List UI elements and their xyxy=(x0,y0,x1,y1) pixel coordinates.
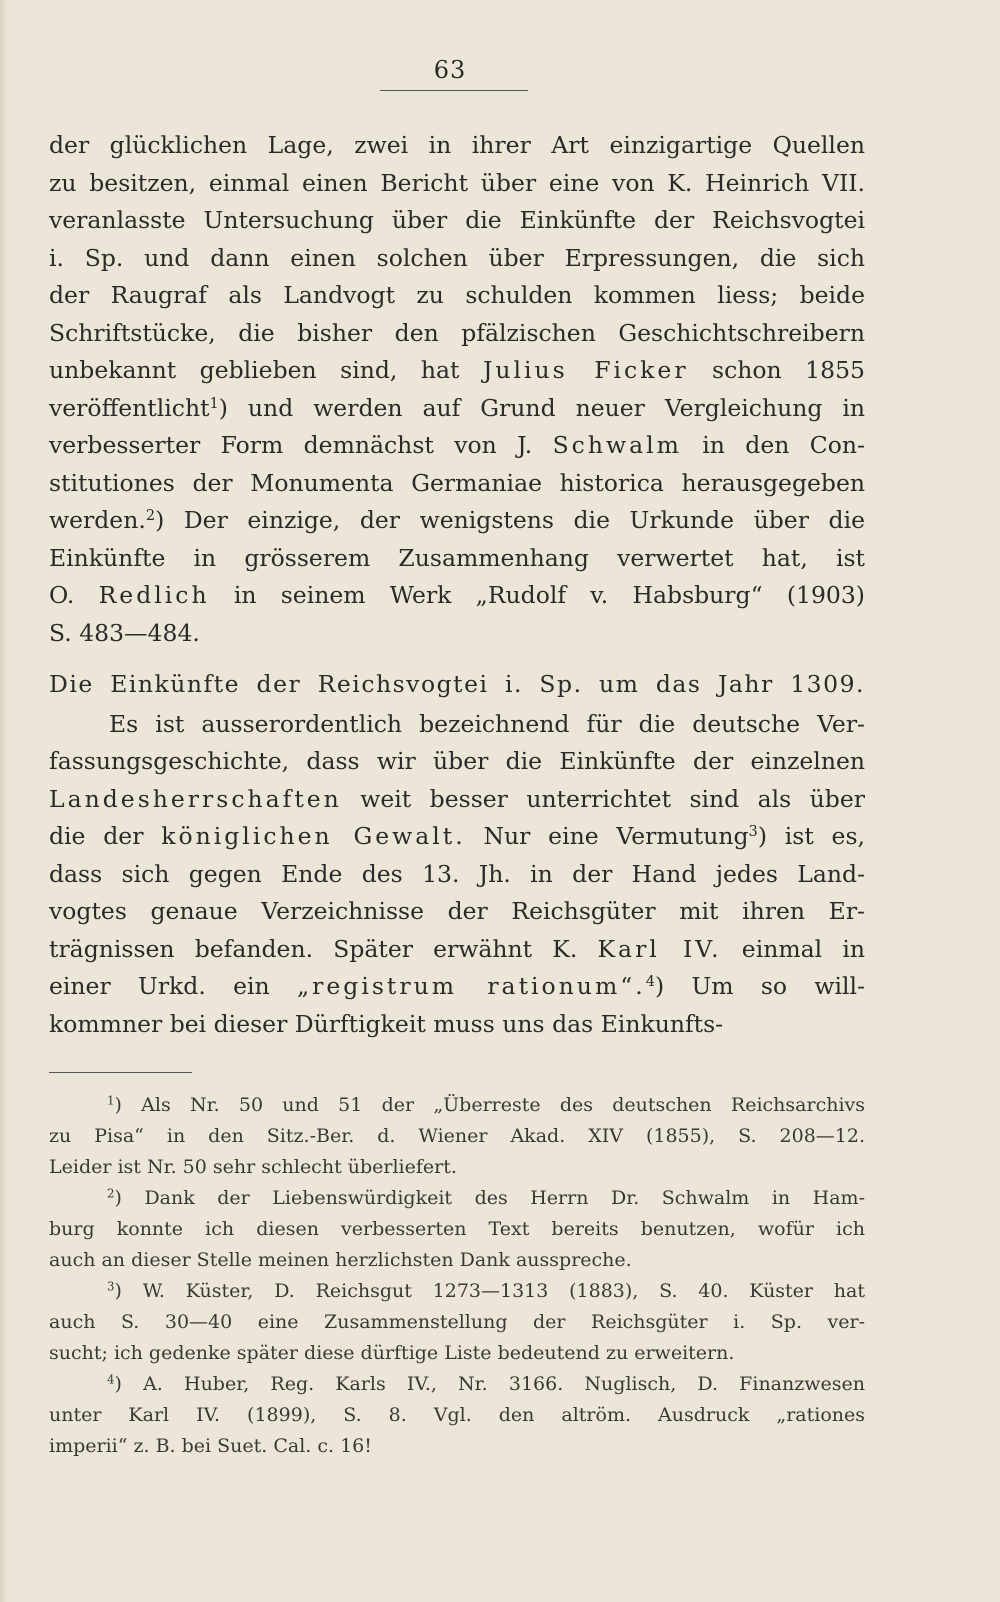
text-line: einer Urkd. ein „registrum rationum“.$^4$) Um so will- xyxy=(49,972,865,1000)
text-run: Nur eine Vermutung xyxy=(483,822,749,850)
text-line xyxy=(49,577,865,615)
text-line: dass sich gegen Ende des 13. Jh. in der Hand jedes Land- xyxy=(49,859,865,888)
spaced-term-registrum: „registrum rationum“. xyxy=(296,972,646,1000)
footnote-2-line: auch an dieser Stelle meinen herzlichsten Dank ausspreche. xyxy=(49,1249,632,1271)
footnote-1-line: $^1$) Als Nr. 50 und 51 der „Überreste des deutschen Reichsarchivs xyxy=(107,1093,866,1116)
text-line: S. 483—484. xyxy=(49,618,200,647)
text-line: i. Sp. und dann einen solchen über Erpressungen, die sich xyxy=(49,243,865,272)
footnote-4-line: unter Karl IV. (1899), S. 8. Vgl. den altröm. Ausdruck „rationes xyxy=(49,1404,865,1426)
footnote-number: 4 xyxy=(107,1372,115,1387)
text-run: ist es, xyxy=(784,822,865,850)
text-run: einer Urkd. ein xyxy=(49,972,270,1000)
footnote-4-line: imperii“ z. B. bei Suet. Cal. c. 16! xyxy=(49,1435,372,1457)
footnote-number: 3 xyxy=(107,1279,115,1294)
footnotes xyxy=(49,1090,865,1462)
page-edge-shadow xyxy=(0,0,8,1602)
text-run: schon 1855 xyxy=(712,356,865,384)
spaced-name-redlich: Redlich xyxy=(98,581,210,609)
text-line xyxy=(49,931,865,969)
footnote-3-line: auch S. 30—40 eine Zusammenstellung der Reichsgüter i. Sp. ver- xyxy=(49,1311,865,1333)
text-run: veröffentlicht xyxy=(49,393,210,422)
spaced-name-ficker: Julius Ficker xyxy=(482,356,689,384)
main-text xyxy=(49,127,865,1043)
footnote-4-line: $^4$) A. Huber, Reg. Karls IV., Nr. 3166. Nuglisch, D. Finanzwesen xyxy=(107,1372,865,1395)
spaced-name-schwalm: Schwalm xyxy=(552,431,682,459)
text-line: veröffentlicht$^1$) und werden auf Grund neuer Vergleichung in xyxy=(49,393,865,422)
footnote-3-line: sucht; ich gedenke später diese dürftige Liste bedeutend zu erweitern. xyxy=(49,1342,735,1364)
text-run: in seinem Werk „Rudolf v. Habsburg“ (1903) xyxy=(233,581,865,609)
text-run: werden. xyxy=(49,506,146,534)
footnote-rule xyxy=(49,1072,192,1073)
text-line: veranlasste Untersuchung über die Einkünfte der Reichsvogtei xyxy=(49,206,865,234)
text-run: verbesserter Form demnächst von J. xyxy=(49,431,533,459)
spaced-term-landesherrschaften: Landesherrschaften xyxy=(49,784,342,813)
text-line: vogtes genaue Verzeichnisse der Reichsgüter mit ihren Er- xyxy=(49,897,865,925)
text-line: Schriftstücke, die bisher den pfälzischen Geschichtschreibern xyxy=(49,318,865,347)
footnote-1-line: zu Pisa“ in den Sitz.-Ber. d. Wiener Akad. XIV (1855), S. 208—12. xyxy=(49,1125,865,1147)
text-run: Als Nr. 50 und 51 der „Überreste des deutschen Reichsarchivs xyxy=(141,1094,866,1116)
footnote-1-line: Leider ist Nr. 50 sehr schlecht überliefert. xyxy=(49,1156,457,1178)
footnote-3-line: $^3$) W. Küster, D. Reichsgut 1273—1313 (1883), S. 40. Küster hat xyxy=(107,1279,865,1302)
text-run: Der einzige, der wenigstens die Urkunde über die xyxy=(183,506,865,534)
text-run: trägnissen befanden. Später erwähnt K. xyxy=(49,934,578,963)
text-run: W. Küster, D. Reichsgut 1273—1313 (1883), S. 40. Küster hat xyxy=(142,1280,865,1302)
text-line xyxy=(49,781,865,819)
text-line: kommner bei dieser Dürftigkeit muss uns das Einkunfts- xyxy=(49,1009,724,1038)
footnote-mark: 4 xyxy=(645,973,655,990)
section-heading: Die Einkünfte der Reichsvogtei i. Sp. um das Jahr 1309. xyxy=(49,670,865,698)
text-run: in den Con- xyxy=(702,431,865,459)
header-rule xyxy=(380,90,528,91)
text-line: zu besitzen, einmal einen Bericht über eine von K. Heinrich VII. xyxy=(49,168,865,197)
text-line: fassungsgeschichte, dass wir über die Einkünfte der einzelnen xyxy=(49,747,865,775)
text-run: A. Huber, Reg. Karls IV., Nr. 3166. Nuglisch, D. Finanzwesen xyxy=(143,1373,865,1395)
page-number: 63 xyxy=(433,56,467,84)
text-line: Einkünfte in grösserem Zusammenhang verwertet hat, ist xyxy=(49,543,865,572)
text-line xyxy=(49,352,865,390)
text-line: stitutiones der Monumenta Germaniae historica herausgegeben xyxy=(49,468,865,497)
footnote-2-line: $^2$) Dank der Liebenswürdigkeit des Herrn Dr. Schwalm in Ham- xyxy=(107,1186,865,1209)
text-run: Um so will- xyxy=(691,972,865,1000)
footnote-2-line: burg konnte ich diesen verbesserten Text bereits benutzen, wofür ich xyxy=(49,1218,865,1240)
text-run: O. xyxy=(49,581,75,609)
text-run: unbekannt geblieben sind, hat xyxy=(49,356,460,384)
text-run: die der xyxy=(49,822,144,850)
text-line: die der königlichen Gewalt. Nur eine Vermutung$^3$) ist es, xyxy=(49,822,865,850)
footnote-number: 2 xyxy=(107,1186,115,1201)
footnote-mark: 2 xyxy=(145,507,156,524)
text-line: der Raugraf als Landvogt zu schulden kommen liess; beide xyxy=(49,281,865,309)
text-run: und werden auf Grund neuer Vergleichung in xyxy=(247,393,865,422)
footnote-number: 1 xyxy=(107,1093,115,1108)
text-line xyxy=(49,427,865,465)
footnote-mark: 1 xyxy=(209,394,219,412)
footnote-mark: 3 xyxy=(748,823,758,840)
spaced-name-karl: Karl IV. xyxy=(597,934,722,963)
text-run: einmal in xyxy=(741,934,865,963)
text-line: Es ist ausserordentlich bezeichnend für die deutsche Ver- xyxy=(109,709,865,738)
text-run: Dank der Liebenswürdigkeit des Herrn Dr. Schwalm in Ham- xyxy=(144,1187,865,1209)
text-line: werden.$^2$) Der einzige, der wenigstens die Urkunde über die xyxy=(49,506,865,534)
text-run: weit besser unterrichtet sind als über xyxy=(360,784,865,813)
spaced-term-koeniglichen: königlichen Gewalt. xyxy=(161,822,466,850)
text-line: der glücklichen Lage, zwei in ihrer Art einzigartige Quellen xyxy=(49,131,865,159)
